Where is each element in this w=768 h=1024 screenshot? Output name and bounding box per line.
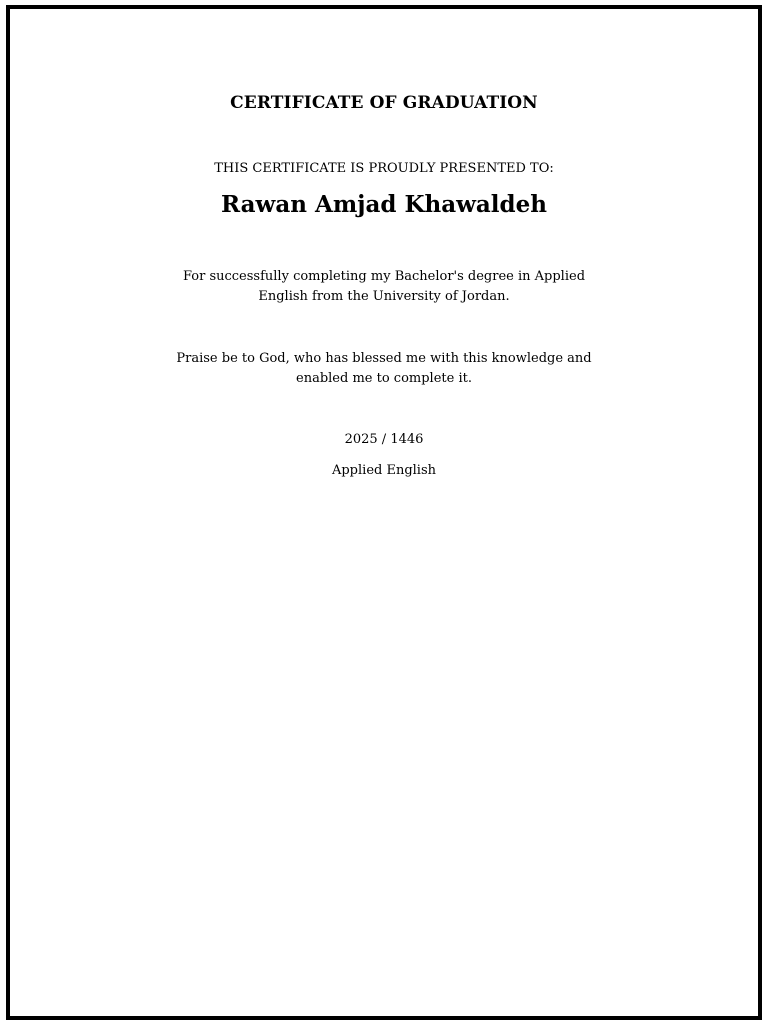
completion-line-2: English from the University of Jordan.: [258, 289, 510, 304]
certificate-title: CERTIFICATE OF GRADUATION: [230, 93, 538, 113]
major: Applied English: [331, 463, 437, 478]
completion-line-1: For successfully completing my Bachelor's degree in Applied: [182, 269, 586, 284]
certificate-border: [6, 5, 762, 1020]
praise-statement: [10, 349, 758, 389]
presented-to-label: THIS CERTIFICATE IS PROUDLY PRESENTED TO:: [214, 161, 554, 176]
graduation-date: 2025 / 1446: [344, 432, 424, 447]
recipient-name: Rawan Amjad Khawaldeh: [221, 191, 547, 218]
praise-line-1: Praise be to God, who has blessed me with this knowledge and: [176, 351, 592, 366]
completion-statement: [10, 267, 758, 307]
praise-line-2: enabled me to complete it.: [296, 371, 472, 386]
